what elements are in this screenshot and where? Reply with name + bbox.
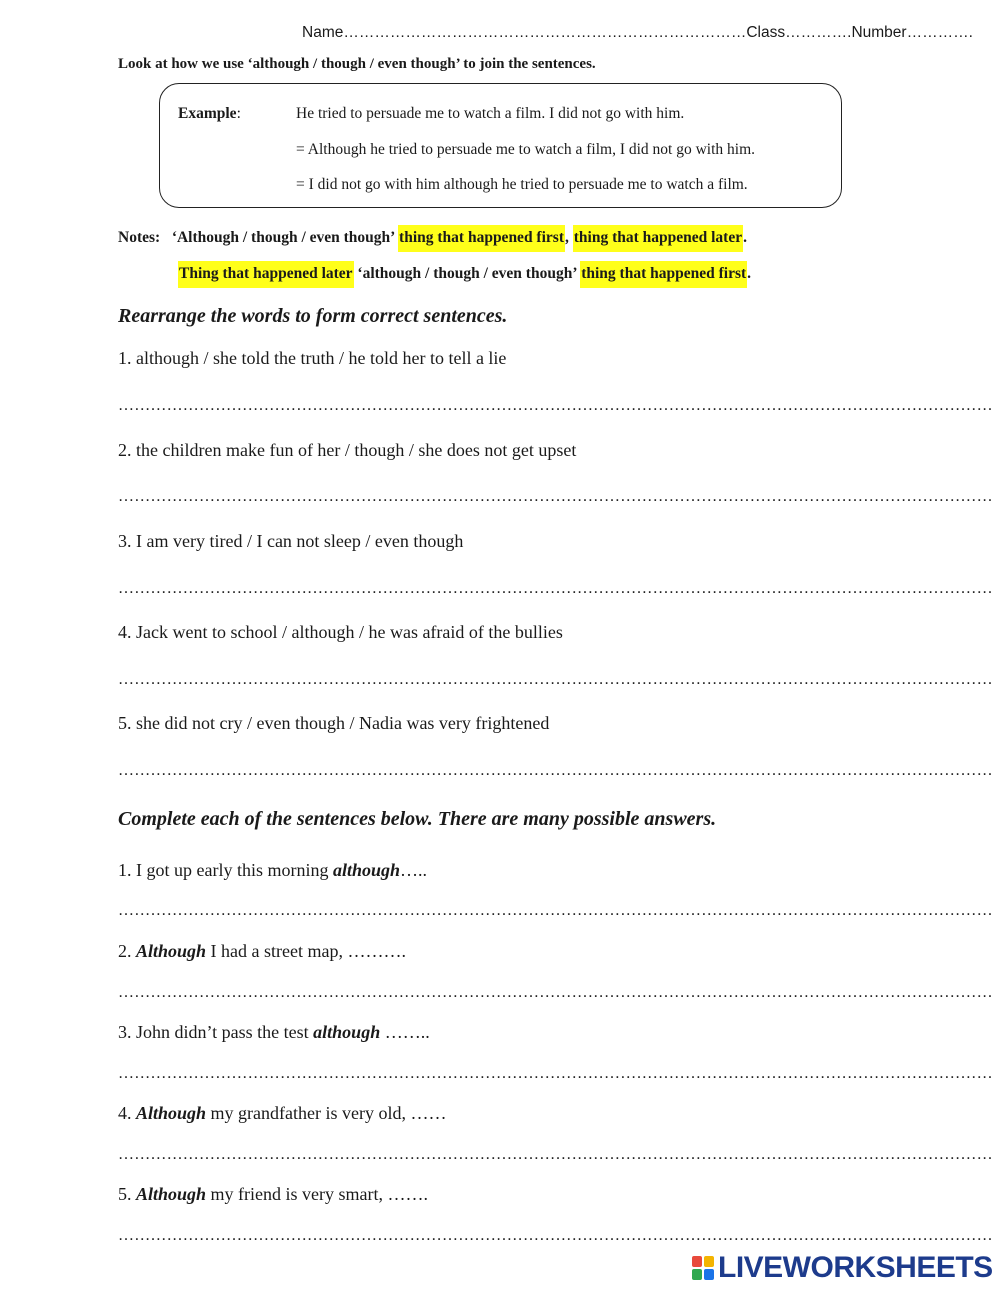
question-item: 4. Jack went to school / although / he was afraid of the bullies [118, 622, 563, 642]
answer-line[interactable]: ……………………………………………………………………………………………………………………………………………… [118, 762, 993, 779]
number-field[interactable]: Number…………. [851, 24, 973, 41]
answer-line[interactable]: ……………………………………………………………………………………………………………………………………………… [118, 488, 993, 505]
logo-badge-icon [692, 1256, 714, 1280]
answer-line[interactable]: ……………………………………………………………………………………………………………………………………………… [118, 1065, 993, 1082]
answer-line[interactable]: ……………………………………………………………………………………………………………………………………………… [118, 671, 993, 688]
notes-label: Notes: [118, 229, 161, 246]
sentence-item: 4. Although my grandfather is very old, …… [118, 1103, 447, 1123]
question-item: 1. although / she told the truth / he told her to tell a lie [118, 348, 507, 368]
answer-line[interactable]: ……………………………………………………………………………………………………………………………………………… [118, 397, 993, 414]
intro-instruction: Look at how we use ‘although / though / even though’ to join the sentences. [118, 56, 596, 72]
example-line-1: He tried to persuade me to watch a film. I did not go with him. [296, 105, 685, 122]
logo-text: LIVEWORKSHEETS [718, 1251, 993, 1284]
notes-line-2: Thing that happened later ‘although / though / even though’ thing that happened first. [178, 265, 751, 283]
example-line-3: = I did not go with him although he tried to persuade me to watch a film. [296, 176, 748, 193]
question-item: 5. she did not cry / even though / Nadia was very frightened [118, 713, 550, 733]
answer-line[interactable]: ……………………………………………………………………………………………………………………………………………… [118, 580, 993, 597]
student-info-line [302, 24, 973, 42]
highlight-later: Thing that happened later [178, 261, 354, 288]
example-line-2: = Although he tried to persuade me to watch a film, I did not go with him. [296, 141, 756, 158]
section-1-heading: Rearrange the words to form correct sentences. [118, 305, 508, 327]
example-label: Example: [178, 105, 241, 122]
highlight-first: thing that happened first [398, 225, 565, 252]
answer-line[interactable]: ……………………………………………………………………………………………………………………………………………… [118, 1146, 993, 1163]
answer-line[interactable]: ……………………………………………………………………………………………………………………………………………… [118, 902, 993, 919]
notes-line-1: Notes: ‘Although / though / even though’ thing that happened first, thing that happened later. [118, 229, 747, 247]
sentence-item: 3. John didn’t pass the test although …….. [118, 1022, 430, 1042]
section-2-heading: Complete each of the sentences below. There are many possible answers. [118, 808, 717, 830]
sentence-item: 2. Although I had a street map, ………. [118, 941, 406, 961]
class-field[interactable]: Class…………. [746, 24, 852, 41]
highlight-later: thing that happened later [573, 225, 743, 252]
name-field[interactable]: Name…………………………………………………………………… [302, 24, 747, 41]
highlight-first: thing that happened first [580, 261, 747, 288]
sentence-item: 1. I got up early this morning although….. [118, 860, 428, 880]
sentence-item: 5. Although my friend is very smart, ……. [118, 1184, 429, 1204]
answer-line[interactable]: ……………………………………………………………………………………………………………………………………………… [118, 1227, 993, 1244]
question-item: 2. the children make fun of her / though / she does not get upset [118, 440, 577, 460]
answer-line[interactable]: ……………………………………………………………………………………………………………………………………………… [118, 984, 993, 1001]
question-item: 3. I am very tired / I can not sleep / even though [118, 531, 464, 551]
